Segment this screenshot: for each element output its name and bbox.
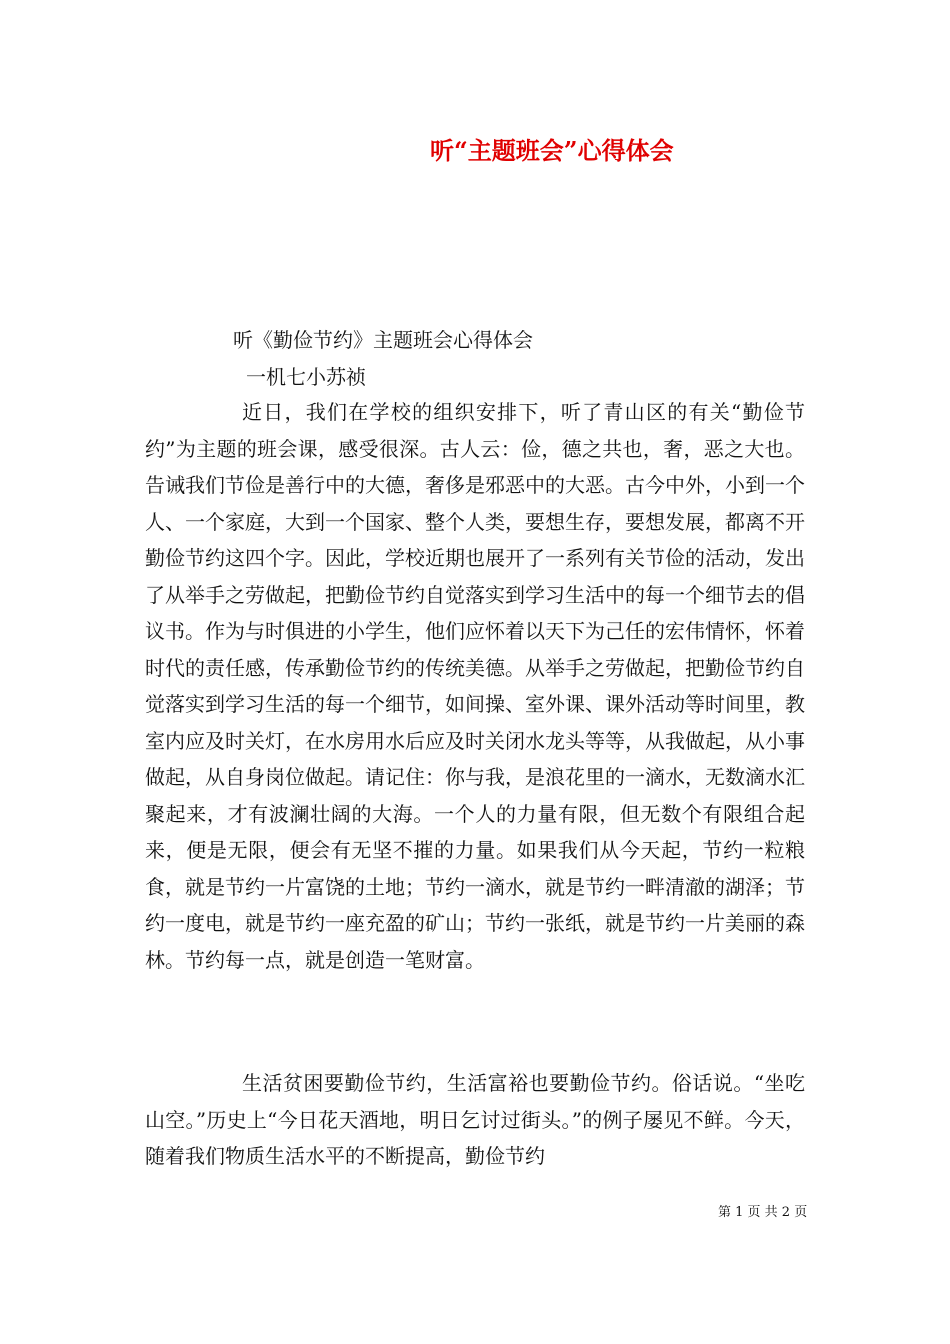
document-title: 听“主题班会”心得体会 xyxy=(430,136,674,165)
page-footer: 第 1 页 共 2 页 xyxy=(718,1205,808,1220)
author-line: 一机七小苏祯 xyxy=(246,365,366,389)
paragraph-1: 近日，我们在学校的组织安排下，听了青山区的有关“勤俭节约”为主题的班会课，感受很深。古人云：俭，德之共也，奢，恶之大也。告诫我们节俭是善行中的大德，奢侈是邪恶中的大恶。古今中外，小到一个人、一个家庭，大到一个国家、整个人类，要想生存，要想发展，都离不开勤俭节约这四个字。因此，学校近期也展开了一系列有关节俭的活动，发出了从举手之劳做起，把勤俭节约自觉落实到学习生活中的每一个细节去的倡议书。作为与时俱进的小学生，他们应怀着以天下为己任的宏伟情怀，怀着时代的责任感，传承勤俭节约的传统美德。从举手之劳做起，把勤俭节约自觉落实到学习生活的每一个细节，如间操、室外课、课外活动等时间里，教室内应及时关灯，在水房用水后应及时关闭水龙头等等，从我做起，从小事做起，从自身岗位做起。请记住：你与我，是浪花里的一滴水，无数滴水汇聚起来，才有波澜壮阔的大海。一个人的力量有限，但无数个有限组合起来，便是无限，便会有无坚不摧的力量。如果我们从今天起，节约一粒粮食，就是节约一片富饶的土地；节约一滴水，就是节约一畔清澈的湖泽；节约一度电，就是节约一座充盈的矿山；节约一张纸，就是节约一片美丽的森林。节约每一点，就是创造一笔财富。 xyxy=(145,400,805,972)
document-subtitle: 听《勤俭节约》主题班会心得体会 xyxy=(233,328,533,352)
paragraph-2: 生活贫困要勤俭节约，生活富裕也要勤俭节约。俗话说。“坐吃山空。”历史上“今日花天酒地，明日乞讨过街头。”的例子屡见不鲜。今天，随着我们物质生活水平的不断提高，勤俭节约 xyxy=(145,1071,805,1168)
